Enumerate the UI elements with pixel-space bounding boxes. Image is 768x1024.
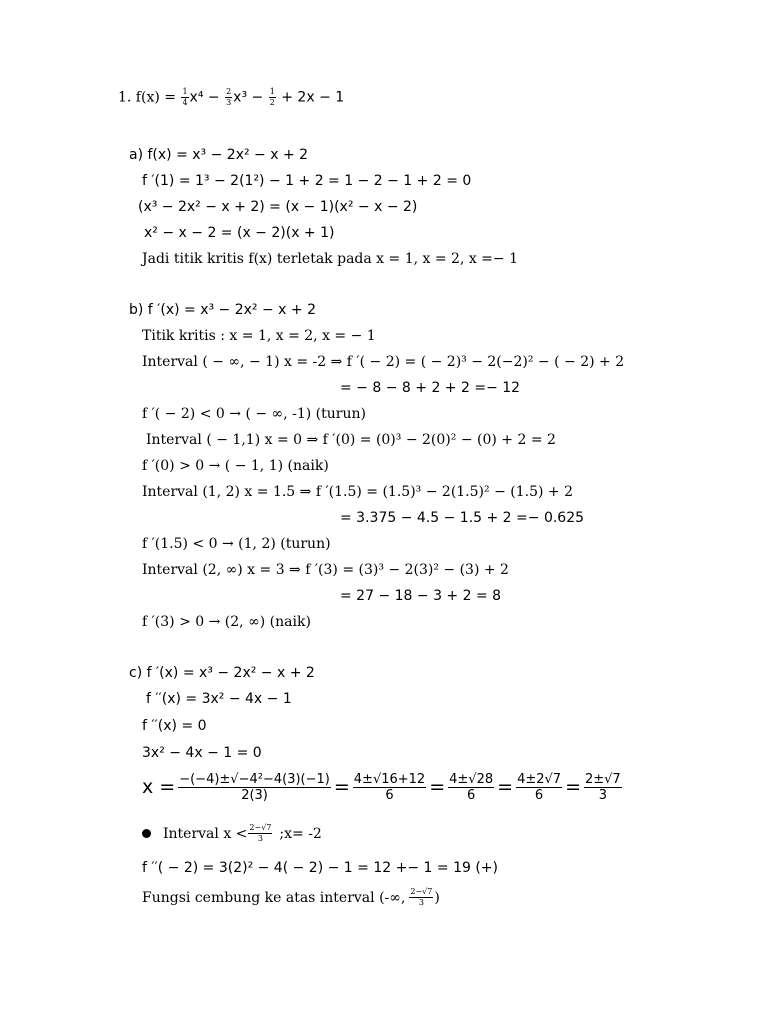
equals-sign: = [565, 776, 581, 798]
part-b-interval-4: Interval (2, ∞) x = 3 ⇒ f ′(3) = (3)³ − 2(3)² − (3) + 2 [142, 562, 509, 578]
part-b-critical-points: Titik kritis : x = 1, x = 2, x = − 1 [142, 328, 376, 344]
part-b-sign-4: f ′(3) > 0 → (2, ∞) (naik) [142, 614, 311, 630]
equals-sign: = [429, 776, 446, 798]
part-b-interval-3-result: = 3.375 − 4.5 − 1.5 + 2 =− 0.625 [340, 510, 585, 526]
part-c-quadratic: 3x² − 4x − 1 = 0 [142, 745, 262, 761]
part-b-interval-3: Interval (1, 2) x = 1.5 ⇒ f ′(1.5) = (1.5)³ − 2(1.5)² − (1.5) + 2 [142, 484, 573, 500]
bullet-test-point: ;x= -2 [279, 825, 322, 842]
fraction-quarter: $\frac{1}{4}$ [182, 87, 188, 107]
part-b-sign-2: f ′(0) > 0 → ( − 1, 1) (naik) [142, 458, 329, 474]
part-a-heading: a) f(x) = x³ − 2x² − x + 2 [129, 147, 309, 163]
part-a-line-2: (x³ − 2x² − x + 2) = (x − 1)(x² − x − 2) [138, 199, 418, 215]
function-definition [118, 88, 344, 107]
part-a-conclusion: Jadi titik kritis f(x) terletak pada x = 1, x = 2, x =− 1 [142, 251, 519, 267]
part-a-line-3: x² − x − 2 = (x − 2)(x + 1) [144, 225, 335, 241]
x-equals: x = [142, 776, 176, 798]
term-x3: x³ − [233, 89, 264, 106]
part-b-interval-1: Interval ( − ∞, − 1) x = -2 ⇒ f ′( − 2) = ( − 2)³ − 2(−2)² − ( − 2) + 2 [142, 354, 625, 370]
part-c-set-zero: f ′′(x) = 0 [142, 718, 207, 734]
bullet-interval [142, 824, 322, 843]
quadratic-formula [140, 773, 623, 802]
part-c-second-derivative: f ′′(x) = 3x² − 4x − 1 [146, 691, 292, 707]
quad-fraction-3: $\frac{4\pm√28}{6}$ [449, 772, 494, 803]
equals-sign: = [333, 776, 350, 798]
fraction-half: $\frac{1}{2}$ [269, 87, 275, 107]
part-b-sign-1: f ′( − 2) < 0 → ( − ∞, -1) (turun) [142, 406, 366, 422]
conclusion-fraction: 2−√7 3 [410, 887, 433, 907]
quad-fraction-4: $\frac{4\pm 2√7}{6}$ [517, 772, 562, 803]
fraction-two-thirds: $\frac{2}{3}$ [226, 87, 232, 107]
bullet-interval-label: Interval x < [163, 825, 248, 842]
second-derivative-test: f ′′( − 2) = 3(2)² − 4( − 2) − 1 = 12 +− 1 = 19 (+) [142, 860, 498, 876]
equals-sign: = [497, 776, 514, 798]
function-lhs: 1. f(x) = [118, 89, 176, 106]
conclusion-close: ) [434, 889, 440, 906]
conclusion [142, 888, 440, 907]
part-c-heading: c) f ′(x) = x³ − 2x² − x + 2 [129, 665, 315, 681]
quad-fraction-5: $\frac{2\pm√7}{3}$ [584, 772, 621, 803]
term-x4: x⁴ − [189, 89, 220, 106]
conclusion-label: Fungsi cembung ke atas interval (-∞, [142, 889, 406, 906]
part-b-interval-4-result: = 27 − 18 − 3 + 2 = 8 [340, 588, 502, 604]
quad-fraction-1: $\frac{\text{−(−4)±√−4²−4(3)(−1)}}{2(3)}$ [179, 772, 330, 803]
bullet-fraction: 2−√7 3 [249, 823, 272, 843]
part-b-interval-2: Interval ( − 1,1) x = 0 ⇒ f ′(0) = (0)³ − 2(0)² − (0) + 2 = 2 [146, 432, 556, 448]
part-b-heading: b) f ′(x) = x³ − 2x² − x + 2 [129, 302, 316, 318]
term-rest: + 2x − 1 [281, 89, 345, 106]
quad-fraction-2: $\frac{4\pm√16+12}{6}$ [353, 772, 426, 803]
part-b-sign-3: f ′(1.5) < 0 → (1, 2) (turun) [142, 536, 331, 552]
part-a-line-1: f ′(1) = 1³ − 2(1²) − 1 + 2 = 1 − 2 − 1 + 2 = 0 [142, 173, 472, 189]
part-b-interval-1-result: = − 8 − 8 + 2 + 2 =− 12 [340, 380, 521, 396]
bullet-icon [142, 829, 151, 838]
